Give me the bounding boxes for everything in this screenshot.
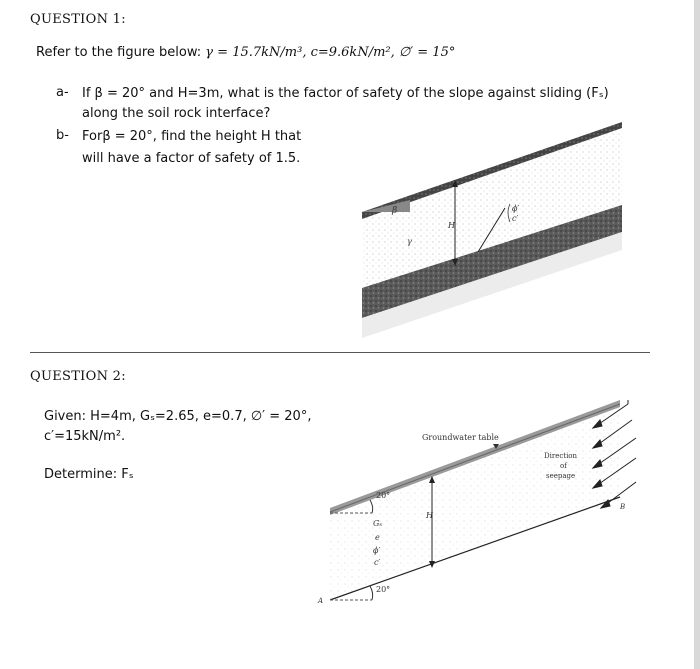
seepage-soil-layer (330, 402, 620, 600)
label-gs: Gₛ (373, 519, 383, 528)
question-2-heading: QUESTION 2: (30, 369, 126, 384)
figure-1-beta-label: β (392, 206, 398, 216)
item-b-line-2: will have a factor of safety of 1.5. (82, 151, 301, 166)
point-a-label: A (318, 597, 324, 605)
label-phi: ϕ′ (373, 546, 381, 555)
label-c: c′ (374, 558, 381, 567)
figure-1-phi-label: ϕ′ (512, 204, 520, 213)
seepage-direction-line-1: Direction (544, 452, 578, 460)
question-1-heading: QUESTION 1: (30, 12, 126, 27)
question-2-given-line-2: c′=15kN/m². (44, 429, 126, 444)
item-b-line-1: Forβ = 20°, find the height H that (82, 129, 302, 144)
question-1-given-values: γ = 15.7kN/m³, c=9.6kN/m², ∅′ = 15° (205, 45, 456, 60)
question-2-determine: Determine: Fₛ (44, 467, 134, 482)
figure-1-h-label: H (448, 221, 455, 230)
seepage-direction-line-2: of (560, 462, 567, 470)
item-b-marker: b- (56, 128, 69, 143)
label-e: e (375, 533, 380, 542)
figure-1-gamma-label: γ (407, 237, 412, 246)
point-b-label: B (620, 503, 626, 511)
item-a-line-1: If β = 20° and H=3m, what is the factor of safety of the slope against sliding (Fₛ) (82, 86, 609, 101)
bottom-angle-arc (370, 586, 373, 600)
top-angle-label: 20° (376, 491, 391, 500)
bottom-angle-label: 20° (376, 585, 391, 594)
question-1-intro-prefix: Refer to the figure below: (36, 45, 206, 60)
item-a-marker: a- (56, 85, 69, 100)
figure-1-c-label: c′ (512, 214, 519, 223)
groundwater-table-label: Groundwater table (422, 433, 499, 442)
question-2-given-line-1: Given: H=4m, Gₛ=2.65, e=0.7, ∅′ = 20°, (44, 409, 312, 424)
seepage-h-label: H (426, 511, 433, 520)
seepage-direction-line-3: seepage (546, 472, 576, 480)
item-a-line-2: along the soil rock interface? (82, 106, 271, 121)
